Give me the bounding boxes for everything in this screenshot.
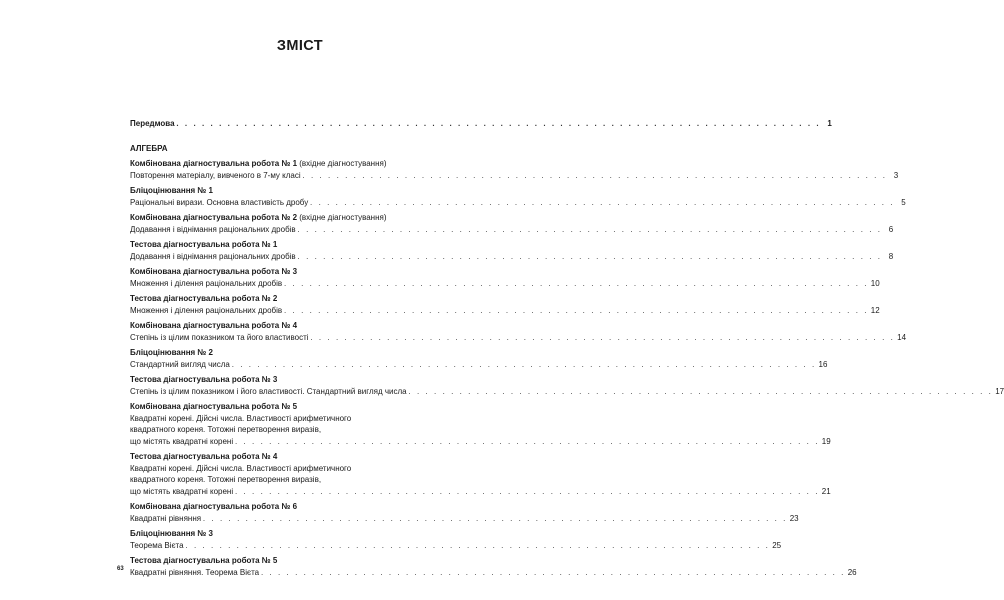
toc-entry-description: Степінь із цілим показником та його властивості xyxy=(130,331,309,342)
toc-page-number: 19 xyxy=(821,435,831,446)
toc-entry-title: Бліцоцінювання № 2 xyxy=(130,347,214,357)
dot-leader: . . . . . . . . . . . . . . . . . . . . . . . . . . . . . . . . . . . . . . . . . . . . . . . . . . . . . . . . . . . . . . . . . . . . . xyxy=(260,566,846,577)
toc-entry-description: Квадратні рівняння. Теорема Вієта xyxy=(130,566,260,577)
toc-entry-description: квадратного кореня. Тотожні перетворення виразів, xyxy=(130,474,322,484)
toc-foreword[interactable] xyxy=(130,118,832,130)
toc-page-number: 10 xyxy=(870,277,880,288)
toc-entry-title: Комбінована діагностувальна робота № 6 xyxy=(130,501,298,511)
toc-entry-heading xyxy=(130,185,447,197)
toc-entry-description: Раціональні вирази. Основна властивість дробу xyxy=(130,196,309,207)
toc-entry[interactable] xyxy=(130,347,828,370)
dot-leader: . . . . . . . . . . . . . . . . . . . . . . . . . . . . . . . . . . . . . . . . . . . . . . . . . . . . . . . . . . . . . . . . . . . . . . . . . . . . xyxy=(176,118,821,128)
dot-leader: . . . . . . . . . . . . . . . . . . . . . . . . . . . . . . . . . . . . . . . . . . . . . . . . . . . . . . . . . . . . . . . . . . . . . xyxy=(408,385,993,396)
toc-entry[interactable] xyxy=(130,266,880,289)
table-of-contents xyxy=(130,118,1004,578)
toc-entry-heading xyxy=(130,320,447,332)
section-heading: АЛГЕБРА xyxy=(130,142,168,153)
page-title: ЗМІСТ xyxy=(276,38,324,54)
toc-page-number: 25 xyxy=(772,539,782,550)
toc-entry-title: Тестова діагностувальна робота № 1 xyxy=(130,239,278,249)
toc-page-number: 26 xyxy=(847,566,857,577)
toc-entry-heading xyxy=(130,239,447,251)
toc-entry-description: Теорема Вієта xyxy=(130,539,184,550)
toc-entry-title: Тестова діагностувальна робота № 2 xyxy=(130,293,278,303)
toc-entry-heading xyxy=(130,347,447,359)
toc-entry[interactable] xyxy=(130,320,907,343)
toc-entry[interactable] xyxy=(130,555,857,578)
toc-page-number: 16 xyxy=(818,358,828,369)
toc-entry-title: Тестова діагностувальна робота № 3 xyxy=(130,374,278,384)
toc-entry[interactable] xyxy=(130,501,799,524)
toc-page-number: 5 xyxy=(901,196,906,207)
toc-entry-title-suffix: (вхідне діагностування) xyxy=(297,212,387,222)
toc-entry-title: Бліцоцінювання № 3 xyxy=(130,528,214,538)
toc-entry-title: Комбінована діагностувальна робота № 4 xyxy=(130,320,298,330)
toc-page-number: 3 xyxy=(893,169,899,180)
toc-entry-description: Додавання і віднімання раціональних дробів xyxy=(130,250,296,261)
toc-entry[interactable] xyxy=(130,401,831,447)
toc-entry-title: Тестова діагностувальна робота № 5 xyxy=(130,555,278,565)
dot-leader: . . . . . . . . . . . . . . . . . . . . . . . . . . . . . . . . . . . . . . . . . . . . . . . . . . . . . . . . . . . . . . . . . . . . . xyxy=(234,485,820,496)
dot-leader: . . . . . . . . . . . . . . . . . . . . . . . . . . . . . . . . . . . . . . . . . . . . . . . . . . . . . . . . . . . . . . . . . . . . . xyxy=(310,331,895,342)
toc-entry[interactable] xyxy=(130,374,1004,397)
toc-entry-description: Квадратні корені. Дійсні числа. Властивості арифметичного xyxy=(130,462,352,473)
toc-entry-heading xyxy=(130,555,447,567)
toc-entry-title: Комбінована діагностувальна робота № 3 xyxy=(130,266,298,276)
page-number: 63 xyxy=(117,566,124,572)
toc-entry-title: Бліцоцінювання № 1 xyxy=(130,185,214,195)
toc-page-number: 12 xyxy=(870,304,880,315)
toc-entry[interactable] xyxy=(130,158,899,181)
toc-entry-description: Множення і ділення раціональних дробів xyxy=(130,304,283,315)
toc-entry-title: Комбінована діагностувальна робота № 1 xyxy=(130,158,298,168)
toc-entry-heading xyxy=(130,451,447,463)
dot-leader: . . . . . . . . . . . . . . . . . . . . . . . . . . . . . . . . . . . . . . . . . . . . . . . . . . . . . . . . . . . . . . . . . . . . . xyxy=(284,304,869,315)
toc-entry-description: Додавання і віднімання раціональних дробів xyxy=(130,223,296,234)
toc-entry-description: Стандартний вигляд числа xyxy=(130,358,230,369)
dot-leader: . . . . . . . . . . . . . . . . . . . . . . . . . . . . . . . . . . . . . . . . . . . . . . . . . . . . . . . . . . . . . . . . . . . . . xyxy=(234,435,820,446)
toc-page-number: 21 xyxy=(821,485,831,496)
toc-entry-heading xyxy=(130,266,447,278)
toc-entry[interactable] xyxy=(130,451,831,497)
toc-page-number: 1 xyxy=(827,118,832,128)
toc-page-number: 17 xyxy=(995,385,1004,396)
dot-leader: . . . . . . . . . . . . . . . . . . . . . . . . . . . . . . . . . . . . . . . . . . . . . . . . . . . . . . . . . . . . . . . . . . . . . xyxy=(231,358,817,369)
dot-leader: . . . . . . . . . . . . . . . . . . . . . . . . . . . . . . . . . . . . . . . . . . . . . . . . . . . . . . . . . . . . . . . . . . . . . xyxy=(202,512,788,523)
toc-entry-heading xyxy=(130,212,447,224)
toc-entry[interactable] xyxy=(130,239,894,262)
dot-leader: . . . . . . . . . . . . . . . . . . . . . . . . . . . . . . . . . . . . . . . . . . . . . . . . . . . . . . . . . . . . . . . . . . . . . xyxy=(297,223,883,234)
toc-entry-description: Квадратні рівняння xyxy=(130,512,202,523)
toc-entry-description: Степінь із цілим показником і його властивості. Стандартний вигляд числа xyxy=(130,385,407,396)
toc-entry-description: що містять квадратні корені xyxy=(130,485,234,496)
toc-page-number: 23 xyxy=(789,512,799,523)
toc-entry-description: Множення і ділення раціональних дробів xyxy=(130,277,283,288)
toc-entry-description: квадратного кореня. Тотожні перетворення виразів, xyxy=(130,424,322,434)
toc-entry-heading xyxy=(130,528,447,540)
toc-entry[interactable] xyxy=(130,528,782,551)
toc-entry-title: Комбінована діагностувальна робота № 2 xyxy=(130,212,298,222)
toc-entry-title: Комбінована діагностувальна робота № 5 xyxy=(130,401,298,411)
toc-entry-heading xyxy=(130,293,447,305)
toc-entry-heading xyxy=(130,158,447,170)
toc-entry-description: що містять квадратні корені xyxy=(130,435,234,446)
toc-entry-heading xyxy=(130,374,447,386)
dot-leader: . . . . . . . . . . . . . . . . . . . . . . . . . . . . . . . . . . . . . . . . . . . . . . . . . . . . . . . . . . . . . . . . . . . . . xyxy=(185,539,770,550)
toc-entry-description: Повторення матеріалу, вивченого в 7-му класі xyxy=(130,169,301,180)
dot-leader: . . . . . . . . . . . . . . . . . . . . . . . . . . . . . . . . . . . . . . . . . . . . . . . . . . . . . . . . . . . . . . . . . . . . . xyxy=(302,169,887,180)
toc-entry-title: Тестова діагностувальна робота № 4 xyxy=(130,451,278,461)
toc-page-number: 8 xyxy=(888,250,894,261)
toc-page-number: 14 xyxy=(897,331,907,342)
toc-entry-heading xyxy=(130,501,447,513)
dot-leader: . . . . . . . . . . . . . . . . . . . . . . . . . . . . . . . . . . . . . . . . . . . . . . . . . . . . . . . . . . . . . . . . . . . . . xyxy=(284,277,869,288)
toc-page-number: 6 xyxy=(888,223,894,234)
toc-foreword-label: Передмова xyxy=(130,118,175,128)
dot-leader: . . . . . . . . . . . . . . . . . . . . . . . . . . . . . . . . . . . . . . . . . . . . . . . . . . . . . . . . . . . . . . . . . . . . . xyxy=(297,250,883,261)
dot-leader: . . . . . . . . . . . . . . . . . . . . . . . . . . . . . . . . . . . . . . . . . . . . . . . . . . . . . . . . . . . . . . . . . . . . . xyxy=(310,196,895,207)
toc-entry[interactable] xyxy=(130,185,906,208)
toc-entry-heading xyxy=(130,401,447,413)
toc-entry-description: Квадратні корені. Дійсні числа. Властивості арифметичного xyxy=(130,412,352,423)
toc-entry[interactable] xyxy=(130,293,880,316)
toc-entry-title-suffix: (вхідне діагностування) xyxy=(297,158,387,168)
toc-entry[interactable] xyxy=(130,212,894,235)
